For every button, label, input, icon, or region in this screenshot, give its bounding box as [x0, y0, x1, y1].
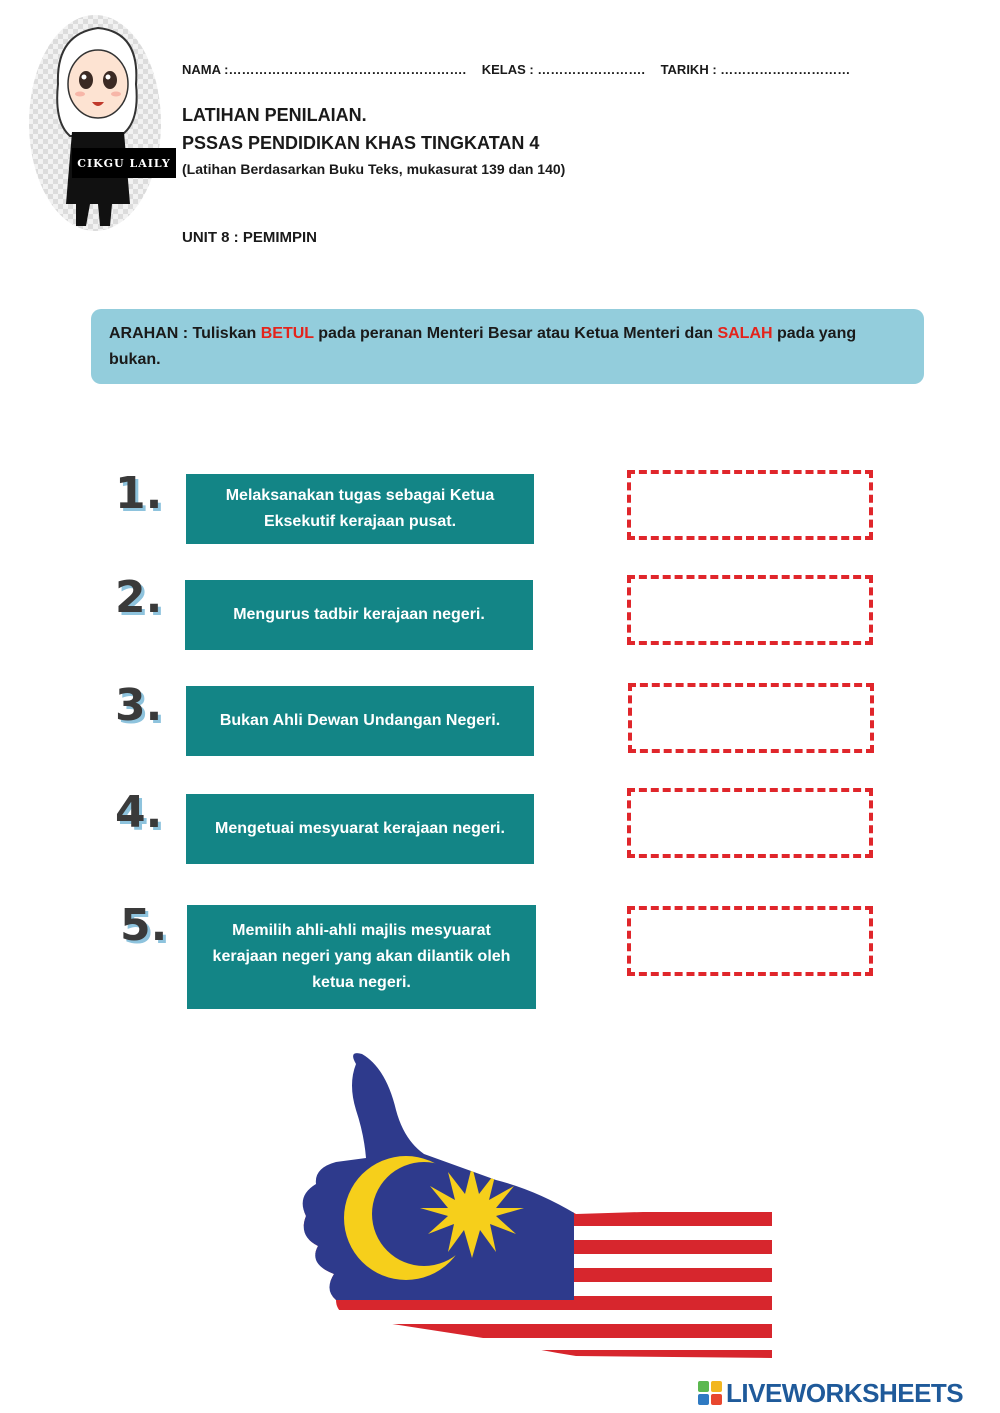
answer-box-4[interactable] [627, 788, 873, 858]
question-number-5: 5. [120, 900, 168, 951]
instruction-suffix: pada yang bukan. [109, 325, 857, 368]
instruction-prefix: ARAHAN : Tuliskan [109, 325, 261, 342]
salah-keyword: SALAH [717, 325, 773, 342]
betul-keyword: BETUL [260, 325, 314, 342]
question-number-3: 3. [115, 680, 163, 731]
question-statement-4: Mengetuai mesyuarat kerajaan negeri. [186, 794, 534, 864]
avatar-label: CIKGU LAILY [72, 148, 176, 178]
teacher-avatar [28, 14, 171, 232]
question-number-4: 4. [115, 787, 163, 838]
nama-field[interactable]: NAMA :………………………………………………. [182, 62, 467, 77]
logo-text: LIVEWORKSHEETS [726, 1377, 964, 1408]
question-statement-5: Memilih ahli-ahli majlis mesyuarat kerajaan negeri yang akan dilantik oleh ketua negeri. [187, 905, 536, 1009]
flag-thumbs-up-illustration [296, 1050, 776, 1362]
answer-box-3[interactable] [628, 683, 874, 753]
instruction-banner [91, 309, 924, 384]
question-statement-1: Melaksanakan tugas sebagai Ketua Eksekutif kerajaan pusat. [186, 474, 534, 544]
question-number-2: 2. [115, 572, 163, 623]
kelas-field[interactable]: KELAS : ……………………. [481, 62, 645, 77]
worksheet-subject: PSSAS PENDIDIKAN KHAS TINGKATAN 4 [182, 133, 540, 153]
question-statement-2: Mengurus tadbir kerajaan negeri. [185, 580, 533, 650]
answer-box-5[interactable] [627, 906, 873, 976]
tarikh-field[interactable]: TARIKH : ………………………… [660, 62, 851, 77]
instruction-middle: pada peranan Menteri Besar atau Ketua Menteri dan [313, 325, 718, 342]
answer-box-2[interactable] [627, 575, 873, 645]
answer-box-1[interactable] [627, 470, 873, 540]
student-info-line [182, 62, 862, 77]
worksheet-reference: (Latihan Berdasarkan Buku Teks, mukasurat 139 dan 140) [182, 161, 566, 177]
question-statement-3: Bukan Ahli Dewan Undangan Negeri. [186, 686, 534, 756]
unit-title: UNIT 8 : PEMIMPIN [182, 229, 318, 246]
worksheet-title: LATIHAN PENILAIAN. [182, 105, 367, 125]
question-number-1: 1. [115, 468, 163, 519]
liveworksheets-logo [698, 1377, 964, 1408]
liveworksheets-icon [698, 1381, 722, 1405]
